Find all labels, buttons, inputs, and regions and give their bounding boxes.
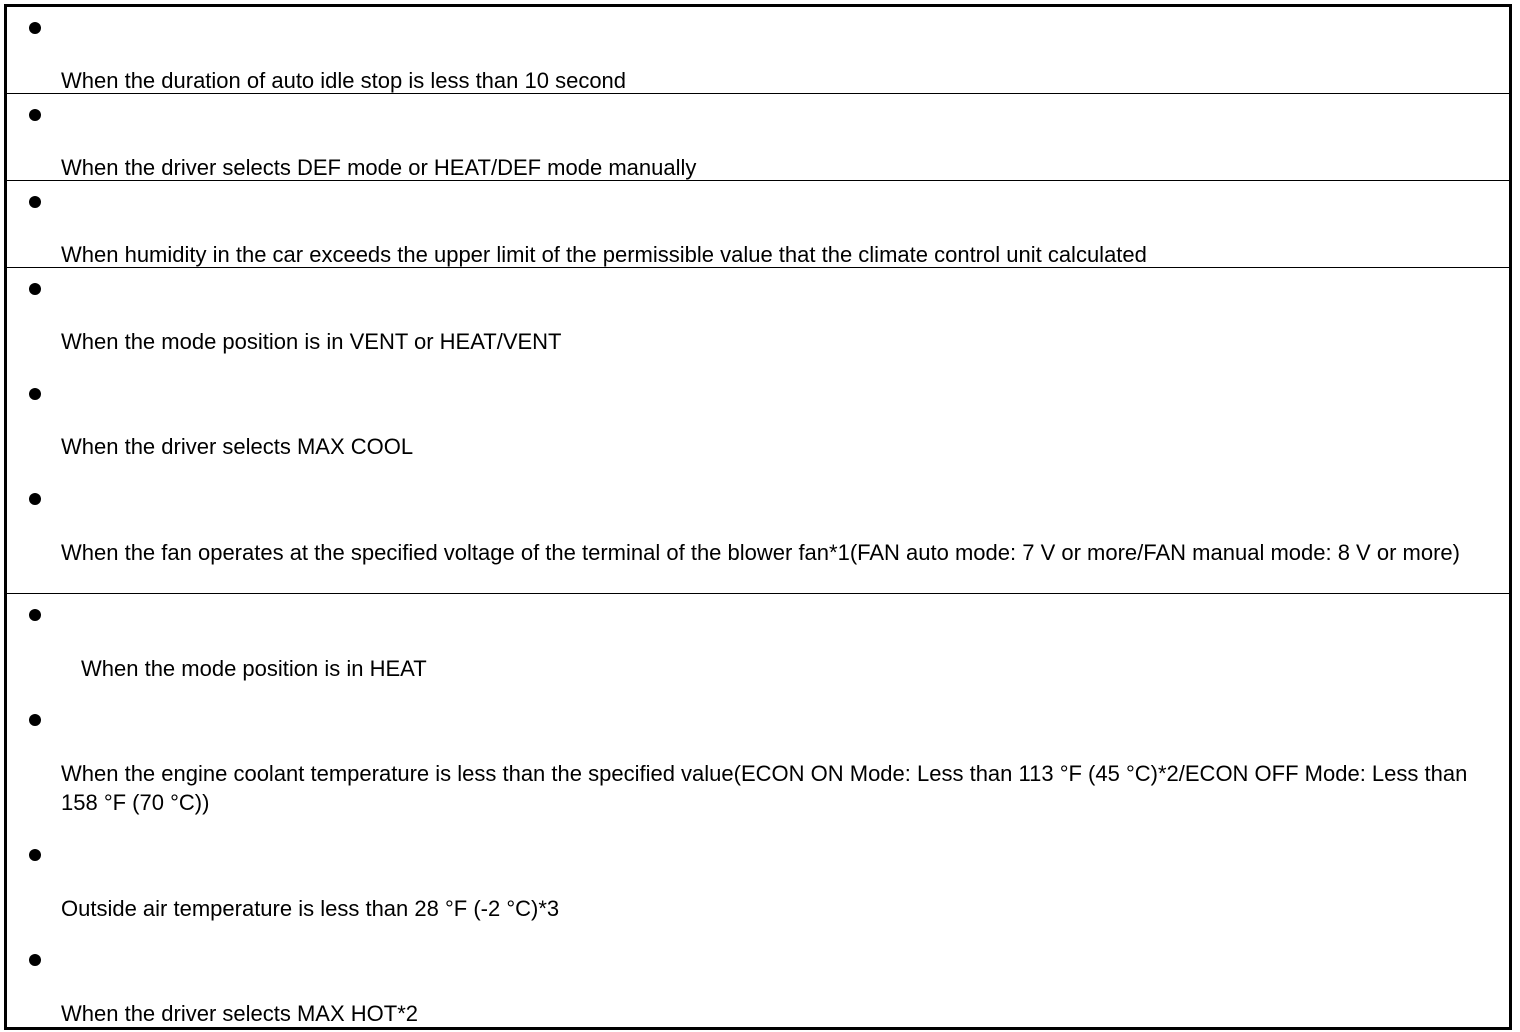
table-row [7, 7, 1509, 94]
bullet-icon [29, 388, 41, 400]
bullet-icon [29, 109, 41, 121]
condition-text: When the driver selects MAX HOT*2 [61, 1001, 419, 1026]
bullet-icon [29, 196, 41, 208]
bullet-icon [29, 283, 41, 295]
table-row [7, 181, 1509, 268]
bullet-icon [29, 954, 41, 966]
condition-text: When the engine coolant temperature is less than the specified value(ECON ON Mode: Less than 113 °F (45 °C)*2/ECON OFF Mode: Less than 158 °F (70 °C)) [61, 761, 1468, 815]
bullet-icon [29, 493, 41, 505]
condition-text: When the mode position is in VENT or HEAT/VENT [61, 329, 562, 354]
bullet-icon [29, 22, 41, 34]
condition-text: When the duration of auto idle stop is less than 10 second [61, 68, 627, 93]
bullet-icon [29, 609, 41, 621]
bullet-icon [29, 849, 41, 861]
conditions-table [4, 4, 1512, 1030]
bullet-icon [29, 714, 41, 726]
table-row [7, 594, 1509, 1027]
condition-text: Outside air temperature is less than 28 °F (-2 °C)*3 [61, 896, 560, 921]
table-row [7, 94, 1509, 181]
table-row [7, 268, 1509, 594]
condition-text: When humidity in the car exceeds the upper limit of the permissible value that the climate control unit calculated [61, 242, 1147, 267]
condition-text: When the driver selects MAX COOL [61, 434, 414, 459]
condition-text: When the mode position is in HEAT [81, 656, 427, 681]
condition-text: When the driver selects DEF mode or HEAT/DEF mode manually [61, 155, 697, 180]
condition-text: When the fan operates at the specified voltage of the terminal of the blower fan*1(FAN auto mode: 7 V or more/FAN manual mode: 8 V or more) [61, 540, 1460, 565]
